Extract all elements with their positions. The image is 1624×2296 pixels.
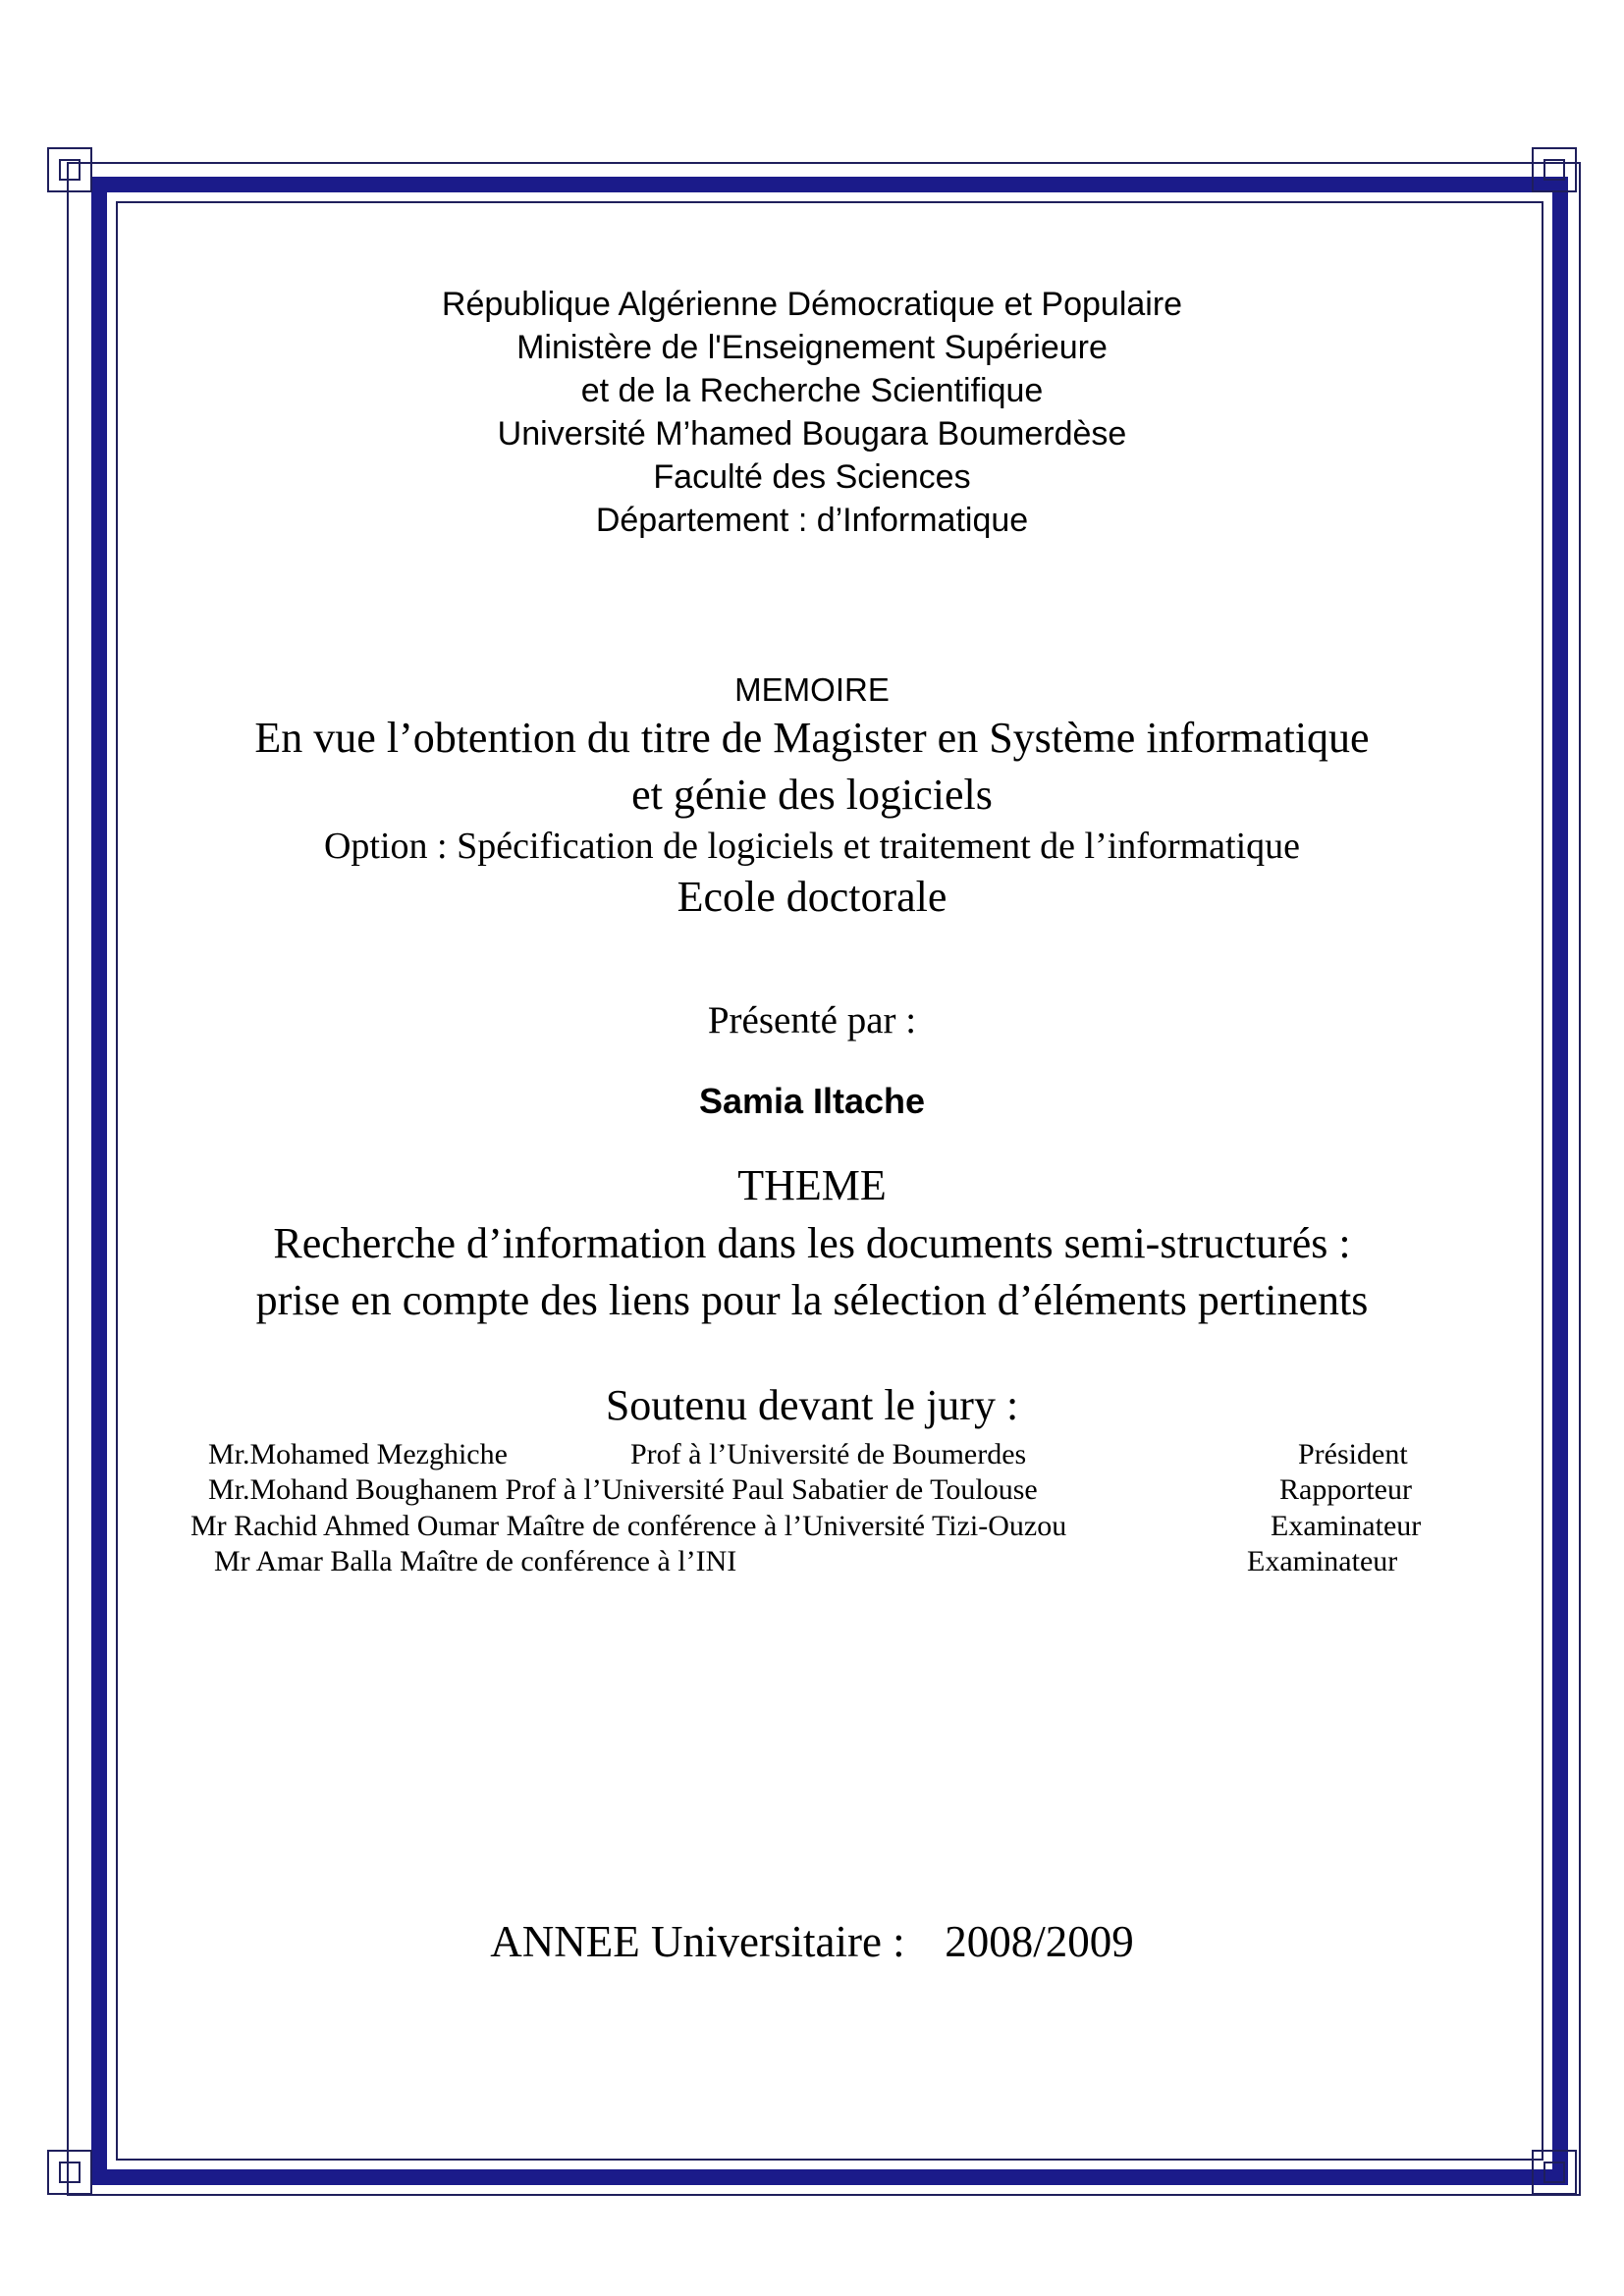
jury-member [208,1472,1038,1508]
institution-line: Département : d’Informatique [595,502,1029,539]
degree-line-1: En vue l’obtention du titre de Magister en Système informatique [254,714,1370,762]
institution-line: Ministère de l'Enseignement Supérieure [516,329,1108,366]
theme-line-1: Recherche d’information dans les documents semi-structurés : [273,1219,1351,1267]
academic-year-label: ANNEE Universitaire : [490,1917,905,1966]
jury-member-name: Mr Rachid Ahmed Oumar [190,1510,500,1542]
academic-year [0,1914,1624,1969]
jury-member-role: Examinateur [1247,1545,1398,1577]
jury-member [214,1544,736,1579]
school-line: Ecole doctorale [677,873,947,921]
jury-heading: Soutenu devant le jury : [605,1381,1019,1429]
theme-label: THEME [737,1161,887,1209]
presented-by-label: Présenté par : [707,999,917,1041]
institution-line: et de la Recherche Scientifique [580,372,1044,409]
corner-ornament-bottom-right [1532,2150,1577,2195]
jury-member-affiliation: Prof à l’Université de Boumerdes [630,1438,1027,1470]
jury-member-role: Rapporteur [1279,1473,1412,1506]
theme-title [0,1215,1624,1329]
degree-line-2: et génie des logiciels [631,771,993,819]
jury-member-affiliation: Prof à l’Université Paul Sabatier de Toulouse [505,1473,1038,1506]
jury-member-role: Examinateur [1271,1510,1422,1542]
institution-line: République Algérienne Démocratique et Populaire [441,286,1183,323]
jury-member [208,1437,508,1472]
option-line: Option : Spécification de logiciels et traitement de l’informatique [323,826,1301,867]
jury-member-affiliation: Maître de conférence à l’INI [400,1545,737,1577]
memoire-label: MEMOIRE [734,671,890,708]
academic-year-value: 2008/2009 [945,1917,1134,1966]
corner-ornament-top-left [47,147,92,192]
author-name: Samia Iltache [698,1081,926,1121]
institution-line: Faculté des Sciences [653,458,971,496]
jury-member-role: Président [1298,1438,1408,1470]
corner-ornament-top-right [1532,147,1577,192]
jury-member [190,1509,1066,1544]
jury-member-name: Mr.Mohamed Mezghiche [208,1438,508,1470]
corner-ornament-bottom-left [47,2150,92,2195]
degree-title [0,710,1624,824]
institution-line: Université M’hamed Bougara Boumerdèse [497,415,1127,453]
jury-member-name: Mr.Mohand Boughanem [208,1473,498,1506]
jury-member-name: Mr Amar Balla [214,1545,393,1577]
institution-header [0,283,1624,542]
jury-member-affiliation: Maître de conférence à l’Université Tizi-Ouzou [506,1510,1067,1542]
theme-line-2: prise en compte des liens pour la sélection d’éléments pertinents [255,1276,1369,1324]
